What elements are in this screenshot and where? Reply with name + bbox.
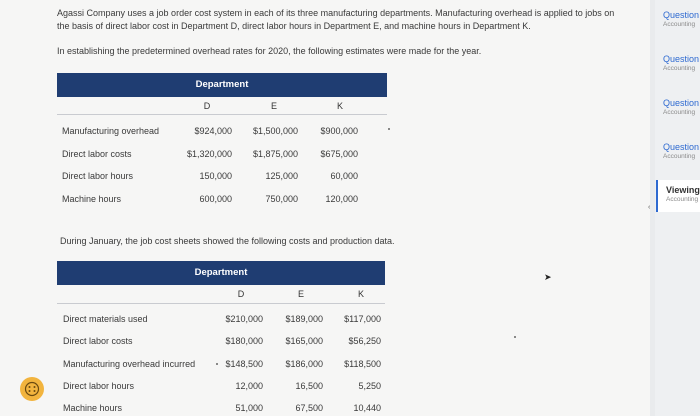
t1-cell: $1,875,000 (252, 149, 298, 159)
t1-cell: 120,000 (325, 194, 358, 204)
sidebar-question-title: Question (663, 142, 700, 152)
t2-cell: 12,000 (235, 381, 263, 391)
problem-intro: Agassi Company uses a job order cost system in each of its three manufacturing departments. Manufacturing overhead is applied to jobs on the basis of direct labor cost in Department D, direct labor hours in Department E, and machine hours in Department K. (57, 8, 615, 31)
table2-col-e: E (297, 289, 304, 299)
stray-dot (514, 336, 516, 338)
table2-header: Department (57, 261, 385, 285)
january-text: During January, the job cost sheets showed the following costs and production data. (60, 236, 395, 246)
t2-cell: $165,000 (285, 336, 323, 346)
table1-col-e: E (270, 101, 277, 111)
accessibility-glyph-icon (24, 381, 40, 397)
sidebar-viewing-subject: Accounting (666, 196, 699, 203)
table2-columns (57, 289, 385, 301)
table1-columns (57, 101, 387, 113)
t2-cell: $56,250 (348, 336, 381, 346)
t2-cell: 67,500 (295, 403, 323, 413)
sidebar-viewing-title: Viewing (666, 185, 700, 195)
t2-row-label: Machine hours (63, 403, 123, 413)
t1-cell: $1,320,000 (186, 149, 232, 159)
table1-header: Department (57, 73, 387, 97)
t1-cell: $924,000 (194, 126, 232, 136)
t2-cell: $117,000 (344, 314, 381, 324)
t1-row-label: Direct labor costs (62, 149, 132, 159)
table2-col-k: K (357, 289, 364, 299)
t2-cell: $210,000 (225, 314, 263, 324)
t1-row-label: Machine hours (62, 194, 122, 204)
t2-cell: $148,500 (225, 359, 263, 369)
chevron-left-icon[interactable]: ‹ (648, 204, 651, 211)
accessibility-icon[interactable] (20, 377, 44, 401)
t1-cell: 125,000 (265, 171, 298, 181)
t2-cell: 51,000 (235, 403, 263, 413)
t2-row-label: Direct labor costs (63, 336, 133, 346)
pointer-cursor-icon: ➤ (544, 272, 552, 282)
t1-cell: $675,000 (320, 149, 358, 159)
sidebar-question-subject: Accounting (663, 21, 696, 28)
sidebar-question-subject: Accounting (663, 65, 696, 72)
stray-dot (216, 363, 218, 365)
estimates-text: In establishing the predetermined overhead rates for 2020, the following estimates were made for the year. (57, 46, 482, 56)
t2-cell: 16,500 (295, 381, 323, 391)
t1-row-label: Manufacturing overhead (62, 126, 160, 136)
table1-col-k: K (336, 101, 343, 111)
sidebar-viewing-item[interactable] (656, 180, 700, 212)
t2-cell: 10,440 (353, 403, 381, 413)
sidebar-question-subject: Accounting (663, 153, 696, 160)
sidebar-question-title: Question (663, 10, 700, 20)
sidebar-question-title: Question (663, 98, 700, 108)
stray-dot (388, 128, 390, 130)
table1-divider (57, 114, 387, 115)
t1-cell: 150,000 (199, 171, 232, 181)
t2-cell: 5,250 (358, 381, 381, 391)
sidebar-question-3[interactable] (663, 98, 700, 116)
table1-col-d: D (203, 101, 211, 111)
t2-row-label: Direct materials used (63, 314, 148, 324)
t2-cell: $118,500 (344, 359, 381, 369)
t1-cell: $900,000 (320, 126, 358, 136)
t2-row-label: Manufacturing overhead incurred (63, 359, 196, 369)
sidebar-question-1[interactable] (663, 10, 700, 28)
table2-divider (57, 303, 385, 304)
sidebar-question-2[interactable] (663, 54, 700, 72)
sidebar-question-title: Question (663, 54, 700, 64)
t1-cell: 600,000 (199, 194, 232, 204)
t1-cell: 60,000 (330, 171, 358, 181)
t1-cell: 750,000 (265, 194, 298, 204)
table2-col-d: D (237, 289, 245, 299)
t1-row-label: Direct labor hours (62, 171, 134, 181)
sidebar-question-subject: Accounting (663, 109, 696, 116)
t2-row-label: Direct labor hours (63, 381, 135, 391)
t2-cell: $189,000 (285, 314, 323, 324)
sidebar-question-4[interactable] (663, 142, 700, 160)
t2-cell: $180,000 (225, 336, 263, 346)
t2-cell: $186,000 (285, 359, 323, 369)
t1-cell: $1,500,000 (252, 126, 298, 136)
